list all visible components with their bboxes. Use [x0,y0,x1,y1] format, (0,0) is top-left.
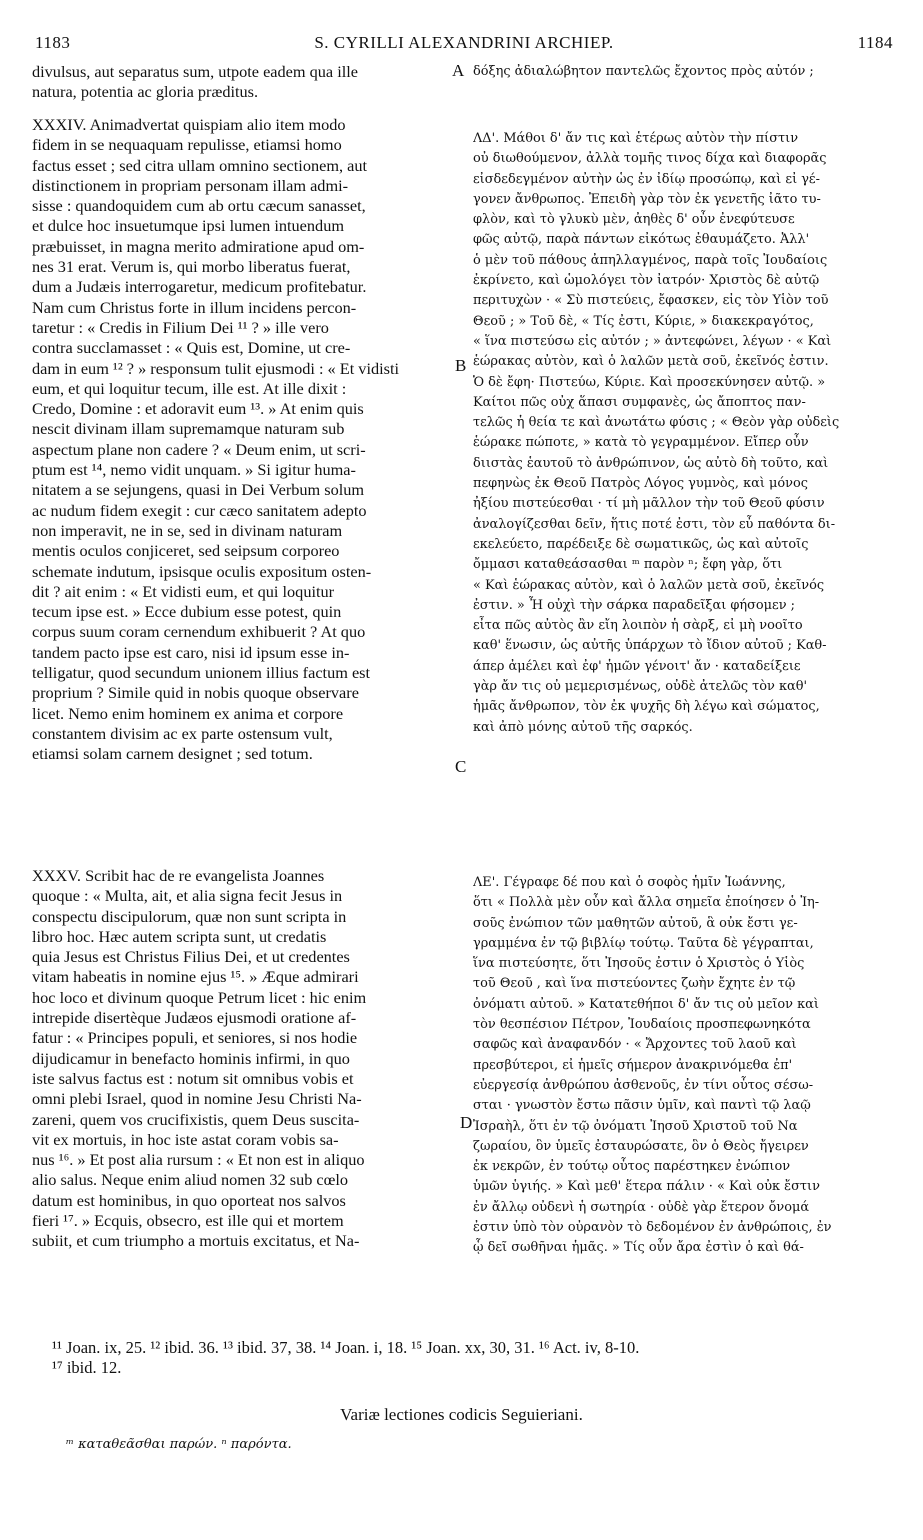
margin-letter-b: B [455,356,467,375]
greek-top [473,62,895,82]
text-line: iste salvus factus est : notum sit omnibus vobis et [32,1068,354,1088]
text-line: Θεοῦ ; » Τοῦ δὲ, « Τίς ἐστι, Κύριε, » διακεκραγότος, [473,313,814,329]
page-header [35,33,893,57]
text-line: Credo, Domine : et adoravit eum ¹³. » At enim quis [32,399,364,419]
footnotes-line-2: ¹⁷ ibid. 12. [52,1358,122,1377]
latin-section-xxxv [32,866,447,1252]
text-line: non imperavit, ne in se, sed in divinam naturam [32,520,343,540]
text-line: divulsus, aut separatus sum, utpote eadem qua ille [32,62,359,81]
text-line: τελῶς ἡ θεία τε καὶ ἀνωτάτω φύσις ; « Θεὸν γὰρ οὐδεὶς [473,415,840,431]
variae-heading: Variæ lectiones codicis Seguieriani. [340,1405,583,1424]
text-line: ᾧ δεῖ σωθῆναι ἡμᾶς. » Τίς οὖν ἄρα ἐστὶν ὁ καὶ θά- [473,1240,804,1256]
text-line: dam in eum ¹² ? » responsum tulit ejusmodi : « Et vidisti [32,358,400,378]
text-line: ἐστιν ὑπὸ τὸν οὐρανὸν τὸ δεδομένον ἐν ἀνθρώποις, ἐν [473,1220,832,1236]
text-line: omni plebi Israel, quod in nomine Jesu Christi Na- [32,1089,362,1109]
text-line: taretur : « Credis in Filium Dei ¹¹ ? » ille vero [32,317,329,337]
text-line: ἵνα πιστεύσητε, ὅτι Ἰησοῦς ἐστιν ὁ Χριστὸς ὁ Υἱὸς [473,956,805,972]
text-line: ὄμμασι καταθεάσασθαι ᵐ παρὸν ⁿ; ἔφη γὰρ, ὅτι [473,557,783,573]
text-line: nes 31 erat. Verum is, qui morbo liberatus fuerat, [32,257,351,277]
text-line: εὐεργεσίᾳ ἀνθρώπου ἀσθενοῦς, ἐν τίνι οὗτος σέσω- [473,1077,814,1093]
text-line: mentis oculos conjiceret, sed seipsum corporeo [32,541,340,561]
text-line: XXXV. Scribit hac de re evangelista Joannes [32,866,325,885]
text-line: σαφῶς καὶ ἀναφανδόν · « Ἄρχοντες τοῦ λαοῦ καὶ [473,1037,797,1053]
text-line: Ἰσραὴλ, ὅτι ἐν τῷ ὀνόματι Ἰησοῦ Χριστοῦ τοῦ Να [473,1118,798,1134]
text-line: περιτυχὼν · « Σὺ πιστεύεις, ἔφασκεν, εἰς τὸν Υἱὸν τοῦ [473,293,829,309]
text-line: nus ¹⁶. » Et post alia rursum : « Et non est in aliquo [32,1150,365,1170]
text-line: γραμμένα ἐν τῷ βιβλίῳ τούτῳ. Ταῦτα δὲ γέγραπται, [473,935,814,951]
text-line: eum, et qui loquitur tecum, ille est. At ille dixit : [32,378,347,398]
text-line: οὐ διωθούμενον, ἀλλὰ τομῆς τινος δίχα καὶ διαφορᾶς [473,151,827,167]
text-line: εἶτα πῶς αὐτὸς ἂν εἴη λοιπὸν ἡ σὰρξ, εἰ μὴ νοοῖτο [473,618,803,634]
text-line: fatur : « Principes populi, et seniores, si nos hodie [32,1028,358,1048]
greek-section-xxxv [473,873,895,1259]
footnotes-line-1: ¹¹ Joan. ix, 25. ¹² ibid. 36. ¹³ ibid. 37, 38. ¹⁴ Joan. i, 18. ¹⁵ Joan. xx, 30, 31. ¹⁶ Act. iv, 8-10. [52,1338,640,1357]
text-line: datum est hominibus, in quo oporteat nos salvos [32,1190,346,1210]
text-line: Καίτοι πῶς οὐχ ἅπασι συμφανὲς, ὡς ἄποπτος παν- [473,394,806,410]
text-line: γονεν ἄνθρωπος. Ἐπειδὴ γὰρ τὸν ἐκ γενετῆς ἰᾶτο τυ- [473,191,821,207]
text-line: τὸν θεσπέσιον Πέτρον, Ἰουδαίοις προσπεφωνηκότα [473,1017,811,1033]
text-line: præbuisset, in magna merito admiratione apud om- [32,236,365,256]
greek-section-xxxiv [473,129,895,738]
text-line: ac nudum fidem exegit : cur cæco sanitatem adepto [32,500,367,520]
text-line: tandem pacto ipse est caro, nisi id ipsum esse in- [32,642,350,662]
text-line: σοῦς ἐνώπιον τῶν μαθητῶν αὐτοῦ, ἃ οὐκ ἔστι γε- [473,915,798,931]
text-line: vitam habeatis in nomine ejus ¹⁵. » Æque admirari [32,967,359,987]
text-line: etiamsi solam carnem designet ; sed totum. [32,744,313,764]
variae-text: ᵐ καταθεᾶσθαι παρών. ⁿ παρόντα. [66,1437,292,1452]
text-line: dum a Judæis interrogaretur, medicum profitebatur. [32,277,367,297]
text-line: alio salus. Neque enim aliud nomen 32 sub cœlo [32,1170,349,1190]
text-line: zareni, quem vos crucifixistis, quem Deus suscita- [32,1109,360,1129]
margin-letter-c: C [455,757,467,776]
text-line: licet. Nemo enim hominem ex anima et corpore [32,703,344,723]
text-line: ΛΔ'. Μάθοι δ' ἄν τις καὶ ἑτέρως αὐτὸν τὴν πίστιν [473,131,799,146]
text-line: nescit divinam illam supremamque naturam sub [32,419,345,439]
text-line: ὀνόματι αὐτοῦ. » Κατατεθήποι δ' ἄν τις οὐ μεῖον καὶ [473,996,819,1012]
text-line: καθ' ἕνωσιν, ὡς αὐτῆς ὑπάρχων τὸ ἴδιον αὐτοῦ ; Καθ- [473,638,827,654]
margin-letter-a: A [452,61,465,80]
text-line: nitatem a se sejungens, quasi in Dei Verbum solum [32,480,365,500]
text-line: contra succlamasset : « Quis est, Domine, ut cre- [32,338,351,358]
text-line: ἐκ νεκρῶν, ἐν τούτῳ οὗτος παρέστηκεν ἐνώπιον [473,1159,791,1175]
text-line: aspectum plane non cadere ? « Deum enim, ut scri- [32,439,366,459]
text-line: διιστὰς ἑαυτοῦ τὸ ἀνθρώπινον, ὡς αὐτὸ δὴ τοῦτο, καὶ [473,455,829,471]
text-line: ἐστιν. » Ἦ οὐχὶ τὴν σάρκα παραδεῖξαι φήσομεν ; [473,597,796,613]
text-line: πρεσβύτεροι, εἰ ἡμεῖς σήμερον ἀνακρινόμεθα ἐπ' [473,1057,793,1073]
text-line: quia Jesus est Christus Filius Dei, et ut credentes [32,947,350,967]
text-line: εἰσδεδεγμένον αὐτὴν ὡς ἐν ἰδίῳ προσώπῳ, καὶ εἰ γέ- [473,171,820,187]
text-line: sisse : quandoquidem cum ab ortu cæcum sanasset, [32,196,366,216]
text-line: fidem in se nequaquam repulisse, etiamsi homo [32,135,342,155]
text-line: ὅτι « Πολλὰ μὲν οὖν καὶ ἄλλα σημεῖα ἐποίησεν ὁ Ἰη- [473,895,820,911]
text-line: quoque : « Multa, ait, et alia signa fecit Jesus in [32,886,343,906]
text-line: schemate indutum, ipsisque oculis expositum osten- [32,561,372,581]
text-line: άπερ ἀμέλει καὶ ἐφ' ἡμῶν γένοιτ' ἄν · καταδείξειε [473,658,801,674]
text-line: ἐκρίνετο, καὶ ὡμολόγει τὸν ἰατρόν· Χριστὸς δὲ αὐτῷ [473,273,820,289]
text-line: δόξης ἀδιαλώβητον παντελῶς ἔχοντος πρὸς αὐτόν ; [473,64,814,79]
latin-top [32,62,447,103]
text-line: καὶ ἀπὸ μόνης αὐτοῦ τῆς σαρκός. [473,719,693,735]
text-line: ζωραίου, ὃν ὑμεῖς ἐσταυρώσατε, ὃν ὁ Θεὸς ἤγειρεν [473,1138,809,1154]
text-line: Nam cum Christus forte in illum incidens percon- [32,297,357,317]
text-line: subiit, et cum triumpho a mortuis excitatus, et Na- [32,1231,360,1251]
text-line: ptum est ¹⁴, nemo vidit unquam. » Si igitur huma- [32,460,356,480]
text-line: « ἵνα πιστεύσω εἰς αὐτόν ; » ἀντεφώνει, λέγων · « Καὶ [473,333,832,349]
text-line: ἑώρακας αὐτὸν, καὶ ὁ λαλῶν μετὰ σοῦ, ἐκεῖνός ἐστιν. [473,354,829,370]
text-line: ἐν ἄλλῳ οὐδενὶ ἡ σωτηρία · οὐδὲ γὰρ ἕτερον ὄνομά [473,1199,810,1215]
text-line: fieri ¹⁷. » Ecquis, obsecro, est ille qui et mortem [32,1211,344,1231]
margin-letter-d: D [460,1113,473,1132]
running-title: S. CYRILLI ALEXANDRINI ARCHIEP. [314,33,614,52]
text-line: dit ? ait enim : « Et vidisti eum, et qui loquitur [32,581,335,601]
latin-section-xxxiv [32,115,447,765]
text-line: dijudicamur in benefacto hominis infirmi, in quo [32,1048,350,1068]
text-line: vit ex mortuis, in hoc iste astat coram vobis sa- [32,1129,339,1149]
text-line: τοῦ Θεοῦ , καὶ ἵνα πιστεύοντες ζωὴν ἔχητε ἐν τῷ [473,976,796,992]
text-line: εκελεύετο, παρέδειξε δὲ σωματικῶς, ὡς καὶ αὐτοῖς [473,536,809,552]
page-number-left: 1183 [35,33,71,52]
text-line: telligatur, quod secundum unionem illius factum est [32,663,371,683]
text-line: et dulce hoc insuetumque ipsi lumen intuendum [32,216,344,236]
text-line: ἡμᾶς ἄνθρωπον, τὸν ἐκ ψυχῆς δὴ λέγω καὶ σώματος, [473,699,820,715]
text-line: factus esset ; sed citra ullam omnino sectionem, aut [32,155,368,175]
text-line: proprium ? Simile quid in nobis quoque observare [32,683,359,703]
text-line: φῶς αὐτῷ, παρὰ πάντων εἰκότως ἐθαυμάζετο. Ἀλλ' [473,232,810,248]
text-line: distinctionem in propriam personam illam admi- [32,175,349,195]
text-line: intrepide disertèque Judæos ejusmodi oratione af- [32,1008,357,1028]
page-number-right: 1184 [857,33,893,52]
text-line: ὁ μὲν τοῦ πάθους ἀπηλλαγμένος, παρὰ τοῖς Ἰουδαίοις [473,252,828,268]
text-line: « Καὶ ἑώρακας αὐτὸν, καὶ ὁ λαλῶν μετὰ σοῦ, ἐκεῖνός [473,577,825,593]
text-line: σται · γνωστὸν ἔστω πᾶσιν ὑμῖν, καὶ παντὶ τῷ λαῷ [473,1098,811,1114]
text-line: ΛΕ'. Γέγραφε δέ που καὶ ὁ σοφὸς ἡμῖν Ἰωάννης, [473,875,786,890]
text-line: ὑμῶν ὑγιής. » Καὶ μεθ' ἕτερα πάλιν · « Καὶ οὐκ ἔστιν [473,1179,820,1195]
text-line: tecum ipse est. » Ecce dubium esse potest, quin [32,602,342,622]
text-line: conspectu discipulorum, quæ non sunt scripta in [32,906,347,926]
text-line: Ὁ δὲ ἔφη· Πιστεύω, Κύριε. Καὶ προσεκύνησεν αὐτῷ. » [473,374,826,390]
text-line: corpus suum coram cernendum exhibuerit ? At quo [32,622,366,642]
text-line: φλὸν, καὶ τὸ γλυκὺ μὲν, ἀηθὲς δ' οὖν ἐνεφύτευσε [473,212,795,228]
text-line: ἑώρακε πώποτε, » κατὰ τὸ γεγραμμένον. Εἴπερ οὖν [473,435,809,451]
text-line: natura, potentia ac gloria præditus. [32,82,259,102]
text-line: constantem divisim ac ex parte ostensum vult, [32,723,333,743]
text-line: hoc loco et divinum quoque Petrum licet : hic enim [32,987,367,1007]
text-line: πεφηνὼς ἐκ Θεοῦ Πατρὸς Λόγος γυμνὸς, καὶ μόνος [473,476,808,492]
text-line: XXXIV. Animadvertat quispiam alio item modo [32,115,346,134]
text-line: ἀναλογίζεσθαι δεῖν, ἥτις ποτέ ἐστι, τὸν εὖ παθόντα δι- [473,516,836,532]
text-line: γὰρ ἄν τις οὐ μεμερισμένως, οὐδὲ ἀτελῶς τὸν καθ' [473,679,808,695]
text-line: libro hoc. Hæc autem scripta sunt, ut credatis [32,926,327,946]
text-line: ἠξίου πιστεύεσθαι · τί μὴ μᾶλλον τὴν τοῦ Θεοῦ φύσιν [473,496,825,512]
